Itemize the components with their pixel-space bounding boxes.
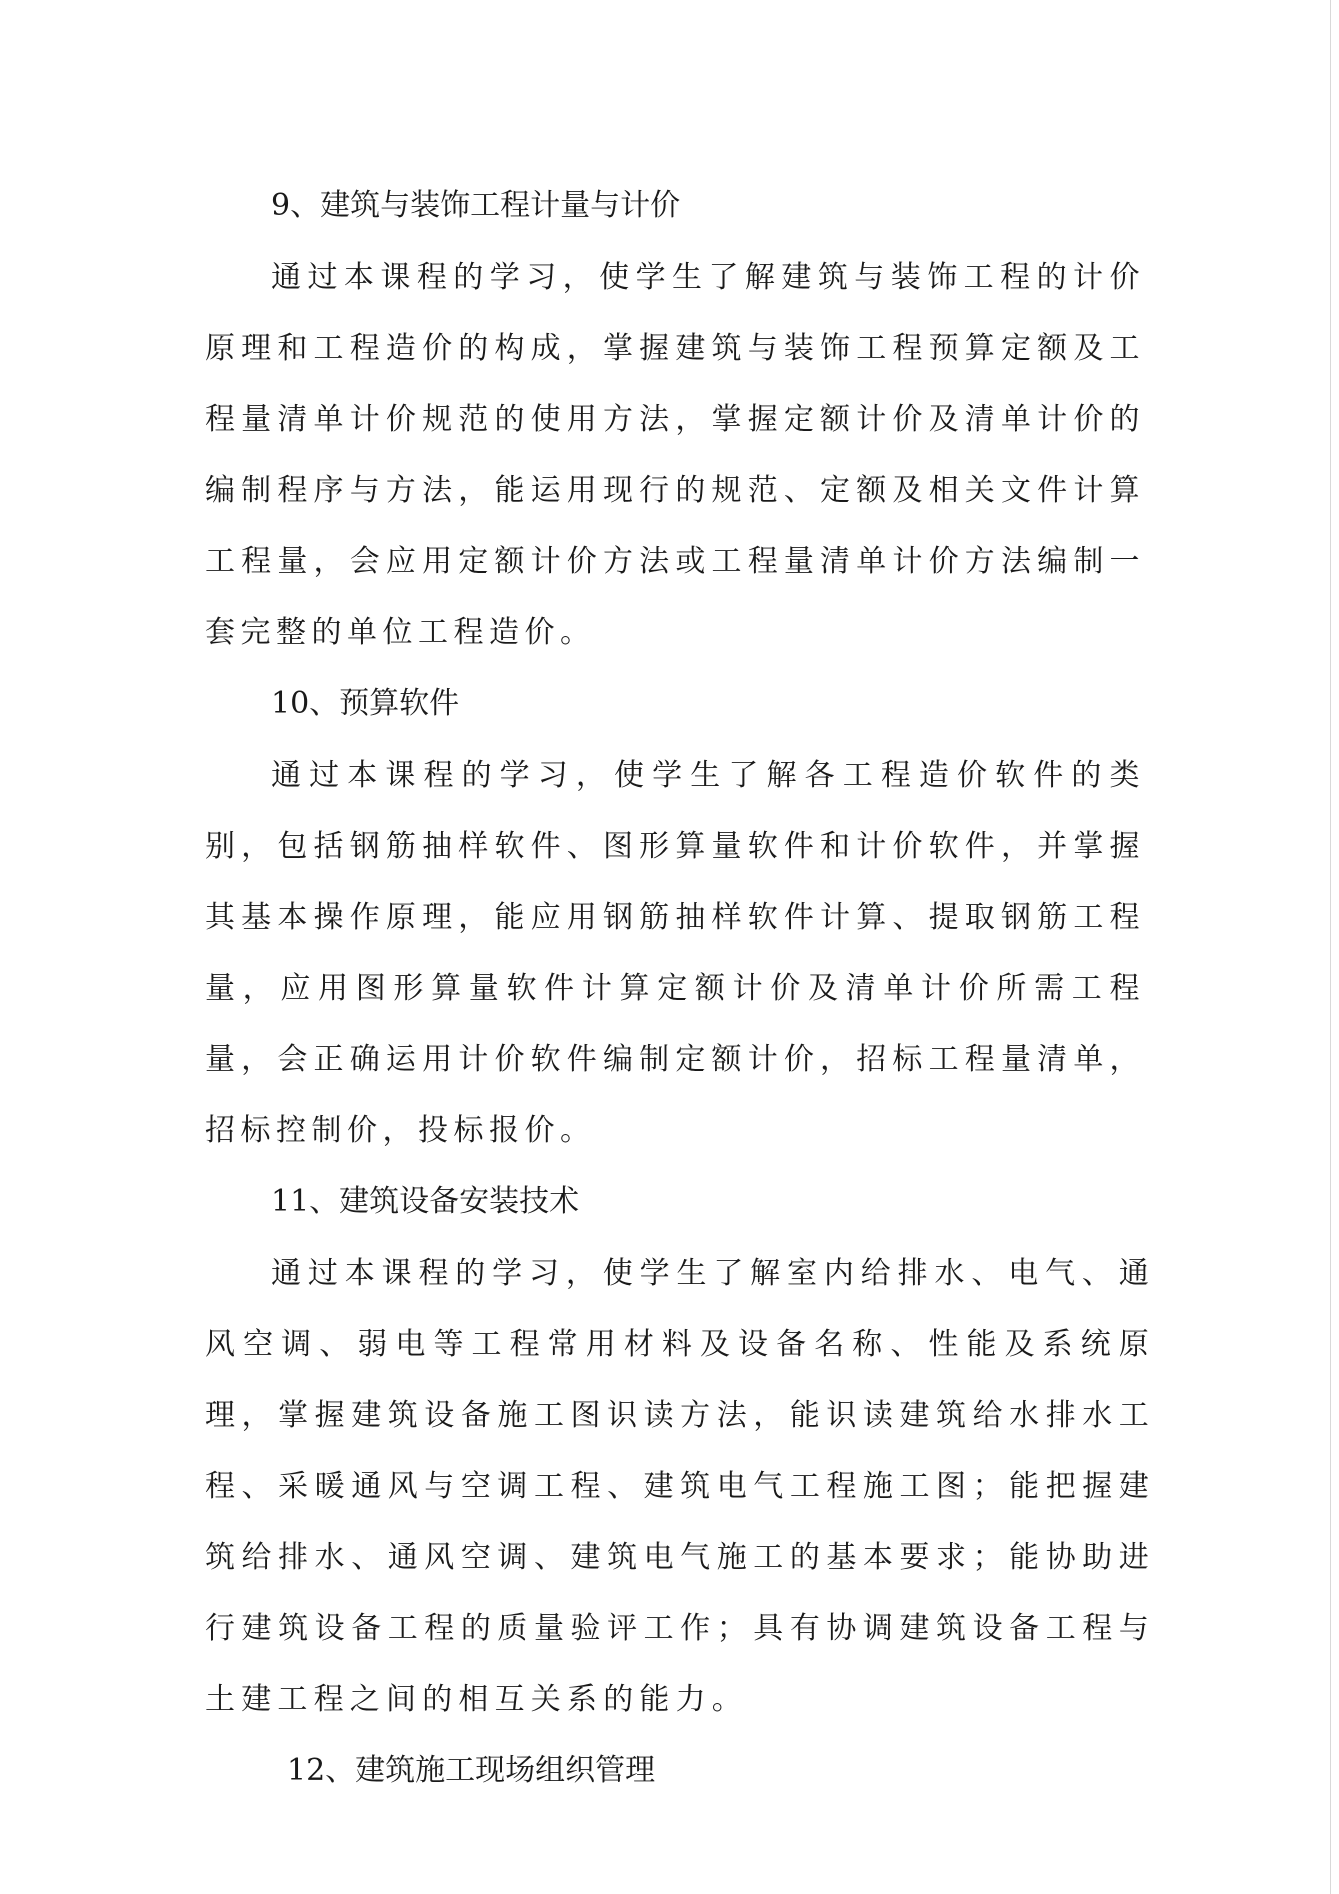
section-heading-11: 11、建筑设备安装技术 — [271, 1184, 580, 1219]
section-body-9: 通过本课程的学习，使学生了解建筑与装饰工程的计价原理和工程造价的构成，掌握建筑与装饰工程预算定额及工程量清单计价规范的使用方法，掌握定额计价及清单计价的编制程序与方法，能运用现行的规范、定额及相关文件计算工程量，会应用定额计价方法或工程量清单计价方法编制一套完整的单位工程造价。 — [205, 260, 1145, 650]
section-body-11: 通过本课程的学习，使学生了解室内给排水、电气、通风空调、弱电等工程常用材料及设备名称、性能及系统原理，掌握建筑设备施工图识读方法，能识读建筑给水排水工程、采暖通风与空调工程、建筑电气工程施工图；能把握建筑给排水、通风空调、建筑电气施工的基本要求；能协助进行建筑设备工程的质量验评工作；具有协调建筑设备工程与土建工程之间的相互关系的能力。 — [205, 1256, 1155, 1717]
document-body — [205, 170, 1155, 1807]
section-heading-12: 12、建筑施工现场组织管理 — [287, 1753, 656, 1788]
section-heading-9: 9、建筑与装饰工程计量与计价 — [271, 188, 681, 223]
section-body-10: 通过本课程的学习，使学生了解各工程造价软件的类别，包括钢筋抽样软件、图形算量软件和计价软件，并掌握其基本操作原理，能应用钢筋抽样软件计算、提取钢筋工程量，应用图形算量软件计算定额计价及清单计价所需工程量，会正确运用计价软件编制定额计价，招标工程量清单，招标控制价，投标报价。 — [205, 758, 1145, 1148]
page-edge-divider — [1330, 0, 1331, 1894]
section-heading-10: 10、预算软件 — [271, 686, 460, 721]
